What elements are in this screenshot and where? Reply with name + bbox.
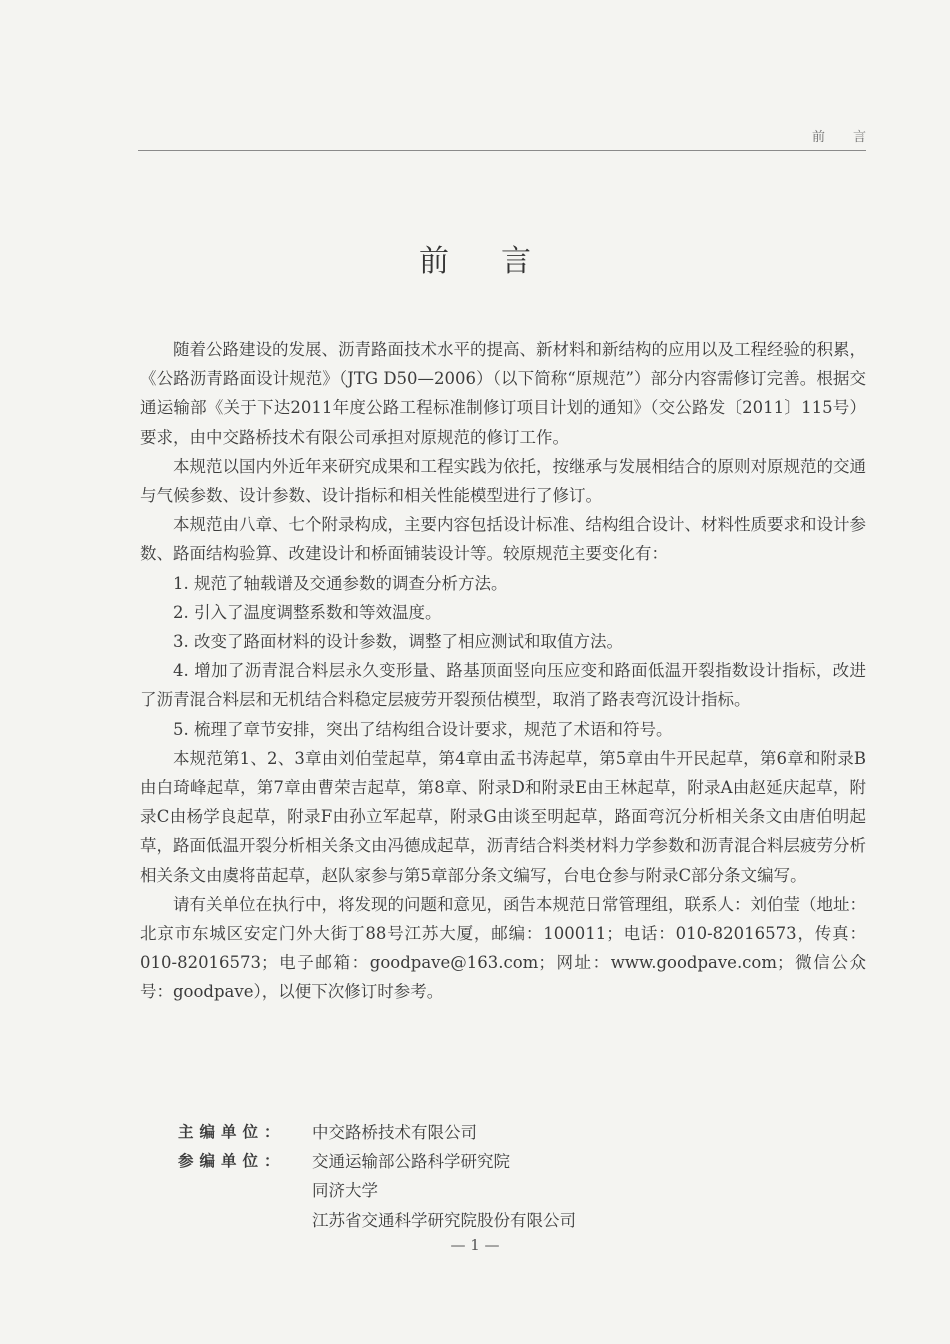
page-number: — 1 —	[450, 1236, 500, 1254]
paragraph-drafters: 本规范第1、2、3章由刘伯莹起草，第4章由孟书涛起草，第5章由牛开民起草，第6章和附录B由白琦峰起草，第7章由曹荣吉起草，第8章、附录D和附录E由王林起草，附录A由赵延庆起草，附录C由杨学良起草，附录F由孙立军起草，附录G由谈至明起草，路面弯沉分析相关条文由唐伯明起草，路面低温开裂分析相关条文由冯德成起草，沥青结合料类材料力学参数和沥青混合料层疲劳分析相关条文由虞将苗起草，赵队家参与第5章部分条文编写，台电仓参与附录C部分条文编写。	[140, 748, 866, 885]
participant-unit: 同济大学	[312, 1181, 378, 1201]
change-item-5: 5. 梳理了章节安排，突出了结构组合设计要求，规范了术语和符号。	[173, 719, 673, 739]
credits	[178, 1118, 576, 1235]
paragraph-contact: 请有关单位在执行中，将发现的问题和意见，函告本规范日常管理组，联系人：刘伯莹（地址：北京市东城区安定门外大街丁88号江苏大厦，邮编：100011；电话：010-82016573，传真：010-82016573；电子邮箱：goodpave@163.com；网址：www.goodpave.com；微信公众号：goodpave），以便下次修订时参考。	[140, 894, 866, 1002]
body-text	[140, 335, 866, 1007]
running-header	[138, 124, 894, 151]
participant-unit: 交通运输部公路科学研究院	[312, 1152, 510, 1172]
paragraph-basis: 本规范以国内外近年来研究成果和工程实践为依托，按继承与发展相结合的原则对原规范的交通与气候参数、设计参数、设计指标和相关性能模型进行了修订。	[140, 456, 866, 506]
chief-editor-row	[178, 1118, 576, 1147]
participant-label: 参编单位：	[178, 1152, 286, 1171]
change-item-1: 1. 规范了轴载谱及交通参数的调查分析方法。	[173, 573, 508, 593]
paragraph-structure: 本规范由八章、七个附录构成，主要内容包括设计标准、结构组合设计、材料性质要求和设计参数、路面结构验算、改建设计和桥面铺装设计等。较原规范主要变化有：	[140, 515, 866, 564]
running-header-title: 前言	[811, 130, 894, 145]
paragraph-background: 随着公路建设的发展、沥青路面技术水平的提高、新材料和新结构的应用以及工程经验的积累，《公路沥青路面设计规范》（JTG D50—2006）（以下简称“原规范”）部分内容需修订完善。根据交通运输部《关于下达2011年度公路工程标准制修订项目计划的通知》（交公路发〔2011〕115号）要求，由中交路桥技术有限公司承担对原规范的修订工作。	[140, 340, 866, 447]
page-title: 前言	[419, 244, 583, 279]
change-item-4: 4. 增加了沥青混合料层永久变形量、路基顶面竖向压应变和路面低温开裂指数设计指标，改进了沥青混合料层和无机结合料稳定层疲劳开裂预估模型，取消了路表弯沉设计指标。	[140, 661, 866, 710]
change-item-3: 3. 改变了路面材料的设计参数，调整了相应测试和取值方法。	[173, 632, 623, 652]
chief-editor-unit: 中交路桥技术有限公司	[312, 1123, 477, 1142]
participant-unit: 江苏省交通科学研究院股份有限公司	[312, 1210, 576, 1230]
participant-row	[178, 1147, 576, 1235]
change-item-2: 2. 引入了温度调整系数和等效温度。	[173, 602, 442, 622]
chief-editor-label: 主编单位：	[178, 1123, 286, 1141]
participant-units	[312, 1147, 576, 1235]
